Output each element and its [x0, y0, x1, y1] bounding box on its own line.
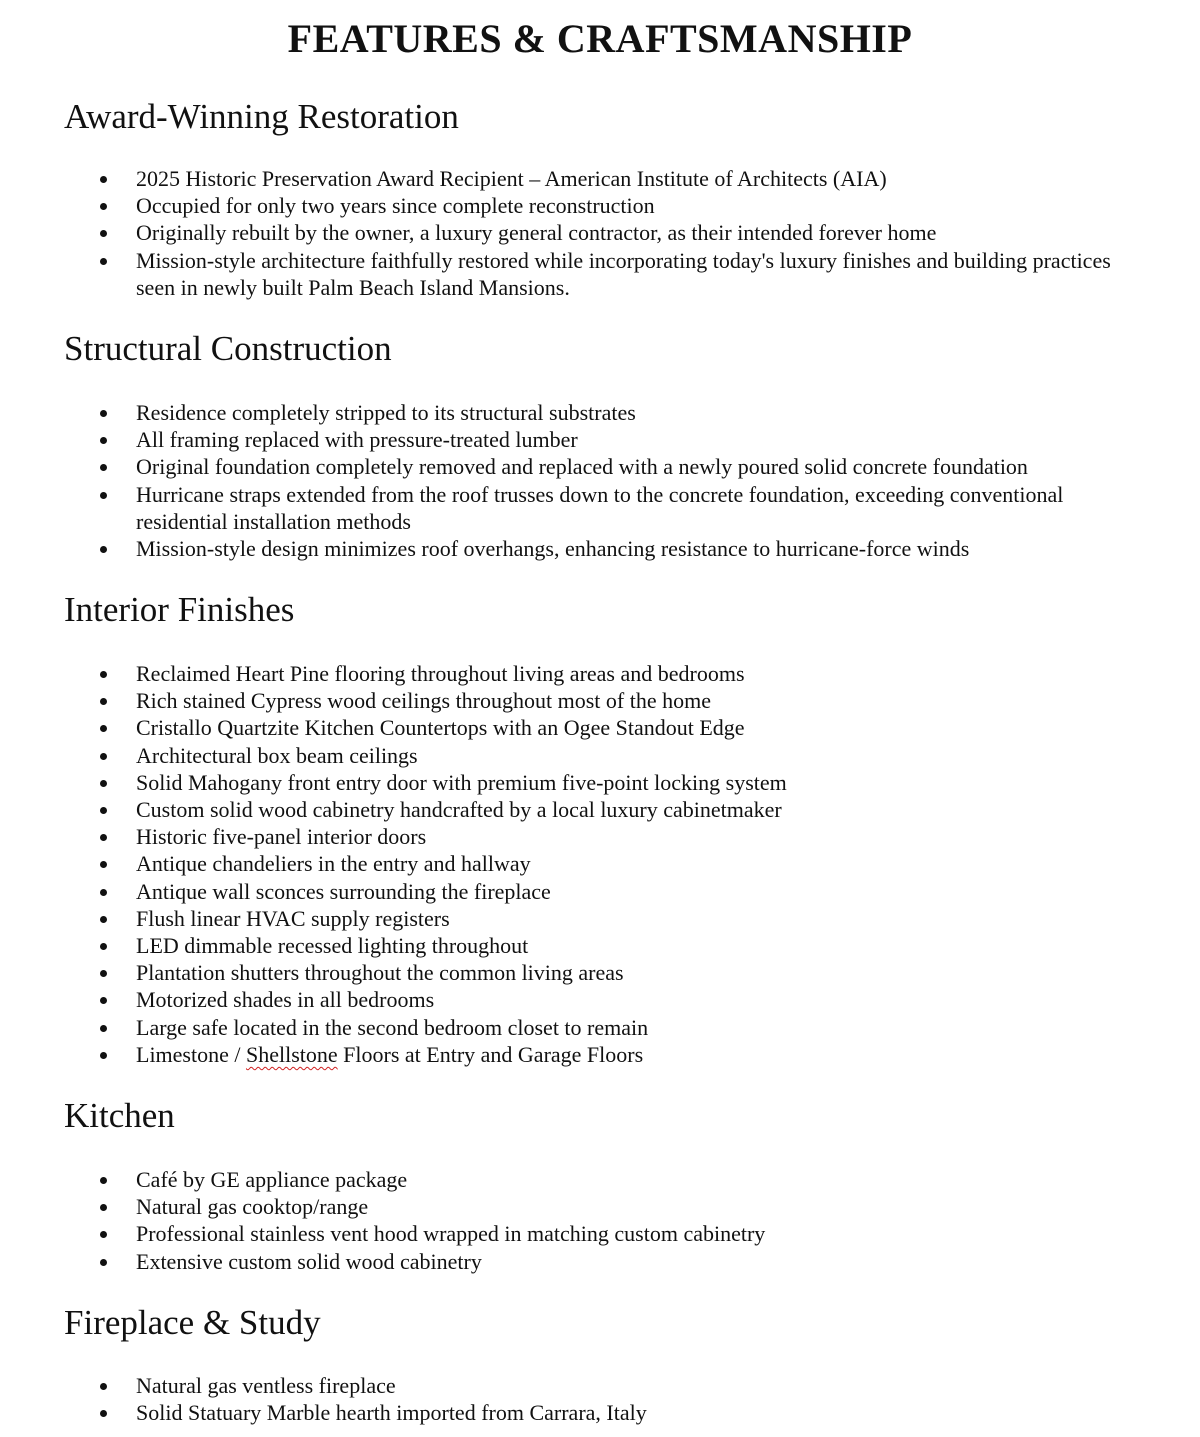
list-item-text: Occupied for only two years since complete reconstruction: [136, 193, 655, 219]
bullet-icon: [100, 1204, 107, 1211]
list-item-text: Residence completely stripped to its structural substrates: [136, 400, 636, 425]
list-item: [0, 1399, 1200, 1426]
list-item-text: Rich stained Cypress wood ceilings throughout most of the home: [136, 688, 711, 714]
bullet-icon: [100, 970, 107, 977]
list-item-text: Café by GE appliance package: [136, 1167, 408, 1192]
section-heading-fireplace-study: Fireplace & Study: [64, 1303, 321, 1342]
list-item-text: Flush linear HVAC supply registers: [136, 905, 450, 931]
document-title: FEATURES & CRAFTSMANSHIP: [287, 16, 913, 61]
list-item-text: All framing replaced with pressure-treated lumber: [136, 427, 578, 453]
list-item: [0, 1193, 1200, 1220]
bullet-icon: [100, 1177, 107, 1184]
bullet-list-kitchen: [0, 1166, 1200, 1275]
list-item: [0, 453, 1200, 480]
list-item: [0, 1041, 1200, 1068]
list-item-text: Professional stainless vent hood wrapped in matching custom cabinetry: [136, 1221, 766, 1247]
bullet-icon: [100, 258, 107, 265]
list-item-text: Architectural box beam ceilings: [136, 742, 418, 768]
list-item: [0, 247, 1200, 301]
list-item: [0, 932, 1200, 959]
bullet-icon: [100, 1052, 107, 1059]
list-item: [0, 165, 1200, 192]
list-item: [0, 687, 1200, 714]
section-heading-interior-finishes: Interior Finishes: [64, 590, 295, 629]
list-item-text-after: Floors at Entry and Garage Floors: [337, 1041, 644, 1067]
list-item-text: Custom solid wood cabinetry handcrafted by a local luxury cabinetmaker: [136, 797, 782, 823]
list-item-text: Mission-style design minimizes roof overhangs, enhancing resistance to hurricane-force winds: [136, 536, 970, 562]
list-item-text: Hurricane straps extended from the roof trusses down to the concrete foundation, exceeding conventional residential installation methods: [136, 481, 1064, 534]
bullet-list-interior-finishes: [0, 660, 1200, 1068]
bullet-icon: [100, 1231, 107, 1238]
list-item-text: Originally rebuilt by the owner, a luxury general contractor, as their intended forever home: [136, 220, 937, 246]
bullet-icon: [100, 1410, 107, 1417]
bullet-icon: [100, 943, 107, 950]
list-item-text: LED dimmable recessed lighting throughout: [136, 933, 529, 959]
bullet-icon: [100, 464, 107, 471]
bullet-icon: [100, 889, 107, 896]
list-item-text: Natural gas ventless fireplace: [136, 1373, 396, 1398]
list-item: [0, 905, 1200, 932]
list-item-text: Solid Mahogany front entry door with premium five-point locking system: [136, 769, 787, 795]
list-item-text: Natural gas cooktop/range: [136, 1194, 369, 1220]
bullet-icon: [100, 671, 107, 678]
list-item: [0, 219, 1200, 246]
list-item-text: Mission-style architecture faithfully restored while incorporating today's luxury finishes and building practices seen in newly built Palm Beach Island Mansions.: [136, 247, 1111, 300]
bullet-icon: [100, 437, 107, 444]
list-item: [0, 959, 1200, 986]
bullet-icon: [100, 230, 107, 237]
list-item-text: Plantation shutters throughout the common living areas: [136, 960, 624, 986]
list-item: [0, 1248, 1200, 1275]
bullet-list-structural-construction: [0, 399, 1200, 562]
list-item-text: Reclaimed Heart Pine flooring throughout living areas and bedrooms: [136, 661, 745, 686]
list-item-text: Large safe located in the second bedroom closet to remain: [136, 1014, 649, 1040]
list-item: [0, 1166, 1200, 1193]
section-heading-structural-construction: Structural Construction: [64, 329, 392, 368]
bullet-icon: [100, 997, 107, 1004]
list-item-text: 2025 Historic Preservation Award Recipient – American Institute of Architects (AIA): [136, 166, 887, 191]
bullet-icon: [100, 834, 107, 841]
bullet-icon: [100, 176, 107, 183]
list-item: [0, 399, 1200, 426]
bullet-icon: [100, 1259, 107, 1266]
list-item: [0, 742, 1200, 769]
list-item-text: Motorized shades in all bedrooms: [136, 987, 435, 1013]
bullet-icon: [100, 916, 107, 923]
list-item-text: Historic five-panel interior doors: [136, 824, 427, 850]
list-item-text: Cristallo Quartzite Kitchen Countertops with an Ogee Standout Edge: [136, 715, 745, 741]
list-item: [0, 769, 1200, 796]
list-item: [0, 660, 1200, 687]
bullet-icon: [100, 861, 107, 868]
section-heading-kitchen: Kitchen: [64, 1096, 175, 1135]
list-item-text: Antique wall sconces surrounding the fireplace: [136, 878, 551, 904]
bullet-icon: [100, 753, 107, 760]
list-item: [0, 535, 1200, 562]
list-item: [0, 1220, 1200, 1247]
section-heading-award-winning-restoration: Award-Winning Restoration: [64, 97, 459, 136]
list-item: [0, 850, 1200, 877]
list-item: [0, 878, 1200, 905]
bullet-icon: [100, 698, 107, 705]
list-item: [0, 481, 1200, 535]
list-item-text: Extensive custom solid wood cabinetry: [136, 1248, 482, 1274]
list-item: [0, 1014, 1200, 1041]
bullet-list-fireplace-study: [0, 1372, 1200, 1426]
list-item: [0, 714, 1200, 741]
list-item: [0, 986, 1200, 1013]
list-item: [0, 796, 1200, 823]
bullet-list-award-winning-restoration: [0, 165, 1200, 301]
bullet-icon: [100, 203, 107, 210]
bullet-icon: [100, 780, 107, 787]
bullet-icon: [100, 1383, 107, 1390]
list-item-text: Antique chandeliers in the entry and hallway: [136, 851, 531, 877]
bullet-icon: [100, 546, 107, 553]
bullet-icon: [100, 1025, 107, 1032]
bullet-icon: [100, 725, 107, 732]
list-item: [0, 1372, 1200, 1399]
list-item-text-before: Limestone /: [136, 1041, 246, 1067]
list-item: [0, 823, 1200, 850]
spellcheck-flagged-word[interactable]: Shellstone: [245, 1041, 338, 1067]
bullet-icon: [100, 492, 107, 499]
list-item-text: Solid Statuary Marble hearth imported from Carrara, Italy: [136, 1400, 647, 1426]
bullet-icon: [100, 807, 107, 814]
list-item: [0, 426, 1200, 453]
list-item: [0, 192, 1200, 219]
list-item-text: Original foundation completely removed and replaced with a newly poured solid concrete foundation: [136, 454, 1028, 480]
bullet-icon: [100, 410, 107, 417]
